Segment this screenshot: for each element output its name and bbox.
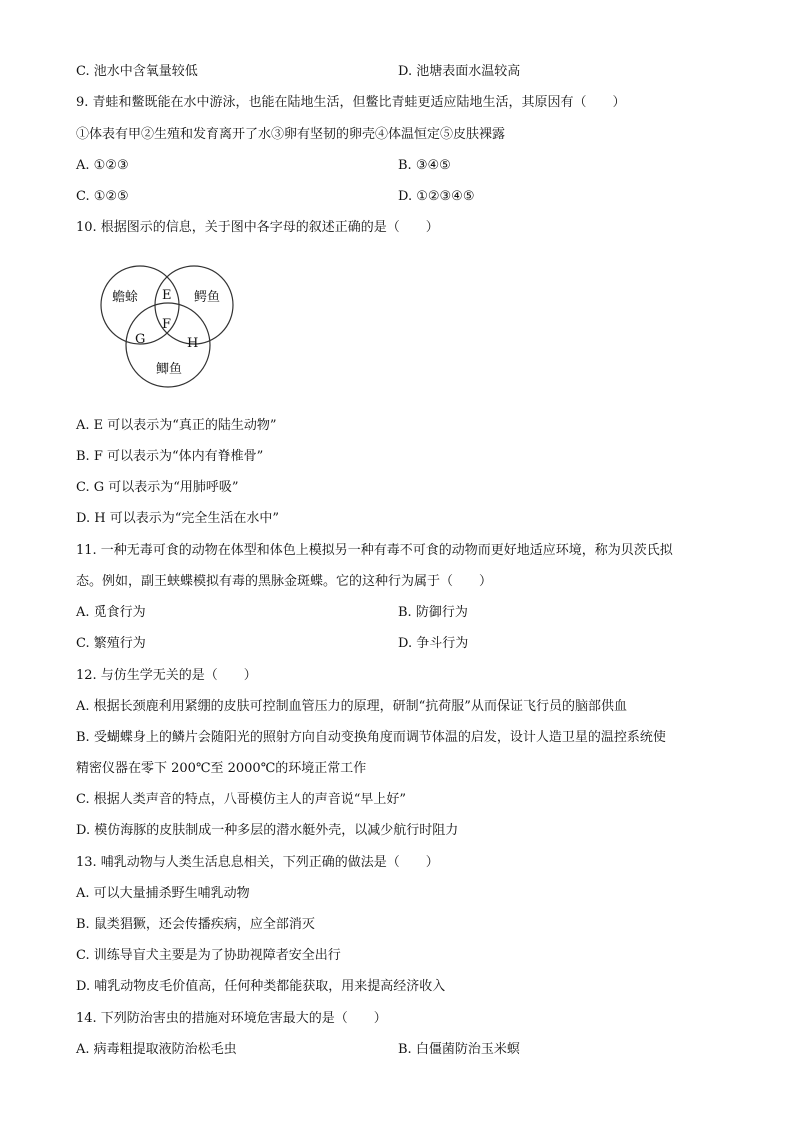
venn-label-crocodile: 鳄鱼 bbox=[194, 290, 221, 305]
q8-option-d: D. 池塘表面水温较高 bbox=[398, 64, 521, 79]
venn-letter-g: G bbox=[135, 332, 146, 347]
q9-statement-list: ①体表有甲②生殖和发育离开了水③卵有坚韧的卵壳④体温恒定⑤皮肤裸露 bbox=[76, 127, 506, 142]
venn-letter-e: E bbox=[162, 288, 172, 303]
venn-letter-h: H bbox=[187, 336, 199, 351]
q10-option-a: A. E 可以表示为“真正的陆生动物” bbox=[76, 418, 277, 433]
q9-stem: 9. 青蛙和鳖既能在水中游泳，也能在陆地生活，但鳖比青蛙更适应陆地生活，其原因有（ ） bbox=[76, 95, 626, 110]
q11-option-c: C. 繁殖行为 bbox=[76, 636, 146, 651]
q9-option-b: B. ③④⑤ bbox=[398, 158, 451, 173]
q9-option-c: C. ①②⑤ bbox=[76, 189, 129, 204]
q14-option-a: A. 病毒粗提取液防治松毛虫 bbox=[76, 1042, 237, 1057]
venn-label-toad: 蟾蜍 bbox=[112, 290, 139, 305]
q12-stem: 12. 与仿生学无关的是（ ） bbox=[76, 668, 257, 683]
venn-diagram bbox=[98, 244, 240, 388]
q10-option-b: B. F 可以表示为“体内有脊椎骨” bbox=[76, 449, 264, 464]
q11-option-d: D. 争斗行为 bbox=[398, 636, 469, 651]
q10-option-c: C. G 可以表示为“用肺呼吸” bbox=[76, 480, 239, 495]
q9-option-a: A. ①②③ bbox=[76, 158, 129, 173]
q12-option-b-line2: 精密仪器在零下 200℃至 2000℃的环境正常工作 bbox=[76, 761, 367, 776]
venn-circle-crocodile bbox=[155, 266, 233, 344]
venn-letter-f: F bbox=[162, 317, 172, 332]
q8-option-c: C. 池水中含氧量较低 bbox=[76, 64, 198, 79]
q12-option-c: C. 根据人类声音的特点，八哥模仿主人的声音说“早上好” bbox=[76, 792, 407, 807]
q11-option-b: B. 防御行为 bbox=[398, 605, 468, 620]
q11-stem-line1: 11. 一种无毒可食的动物在体型和体色上模拟另一种有毒不可食的动物而更好地适应环境，称为贝茨氏拟 bbox=[76, 543, 673, 558]
q10-stem: 10. 根据图示的信息，关于图中各字母的叙述正确的是（ ） bbox=[76, 220, 439, 235]
q11-option-a: A. 觅食行为 bbox=[76, 605, 146, 620]
q12-option-a: A. 根据长颈鹿利用紧绷的皮肤可控制血管压力的原理，研制“抗荷服”从而保证飞行员的脑部供血 bbox=[76, 699, 627, 714]
q12-option-b-line1: B. 受蝴蝶身上的鳞片会随阳光的照射方向自动变换角度而调节体温的启发，设计人造卫星的温控系统使 bbox=[76, 730, 666, 745]
q13-option-c: C. 训练导盲犬主要是为了协助视障者安全出行 bbox=[76, 948, 341, 963]
q10-option-d: D. H 可以表示为“完全生活在水中” bbox=[76, 511, 279, 526]
q14-option-b: B. 白僵菌防治玉米螟 bbox=[398, 1042, 520, 1057]
q9-option-d: D. ①②③④⑤ bbox=[398, 189, 475, 204]
q14-stem: 14. 下列防治害虫的措施对环境危害最大的是（ ） bbox=[76, 1011, 387, 1026]
q13-option-a: A. 可以大量捕杀野生哺乳动物 bbox=[76, 886, 250, 901]
q13-option-b: B. 鼠类猖獗，还会传播疾病，应全部消灭 bbox=[76, 917, 315, 932]
q13-option-d: D. 哺乳动物皮毛价值高，任何种类都能获取，用来提高经济收入 bbox=[76, 979, 446, 994]
venn-label-crucian-carp: 鲫鱼 bbox=[156, 362, 183, 377]
q11-stem-line2: 态。例如，副王蛱蝶模拟有毒的黑脉金斑蝶。它的这种行为属于（ ） bbox=[76, 574, 493, 589]
q13-stem: 13. 哺乳动物与人类生活息息相关，下列正确的做法是（ ） bbox=[76, 855, 439, 870]
q12-option-d: D. 模仿海豚的皮肤制成一种多层的潜水艇外壳，以减少航行时阻力 bbox=[76, 823, 459, 838]
